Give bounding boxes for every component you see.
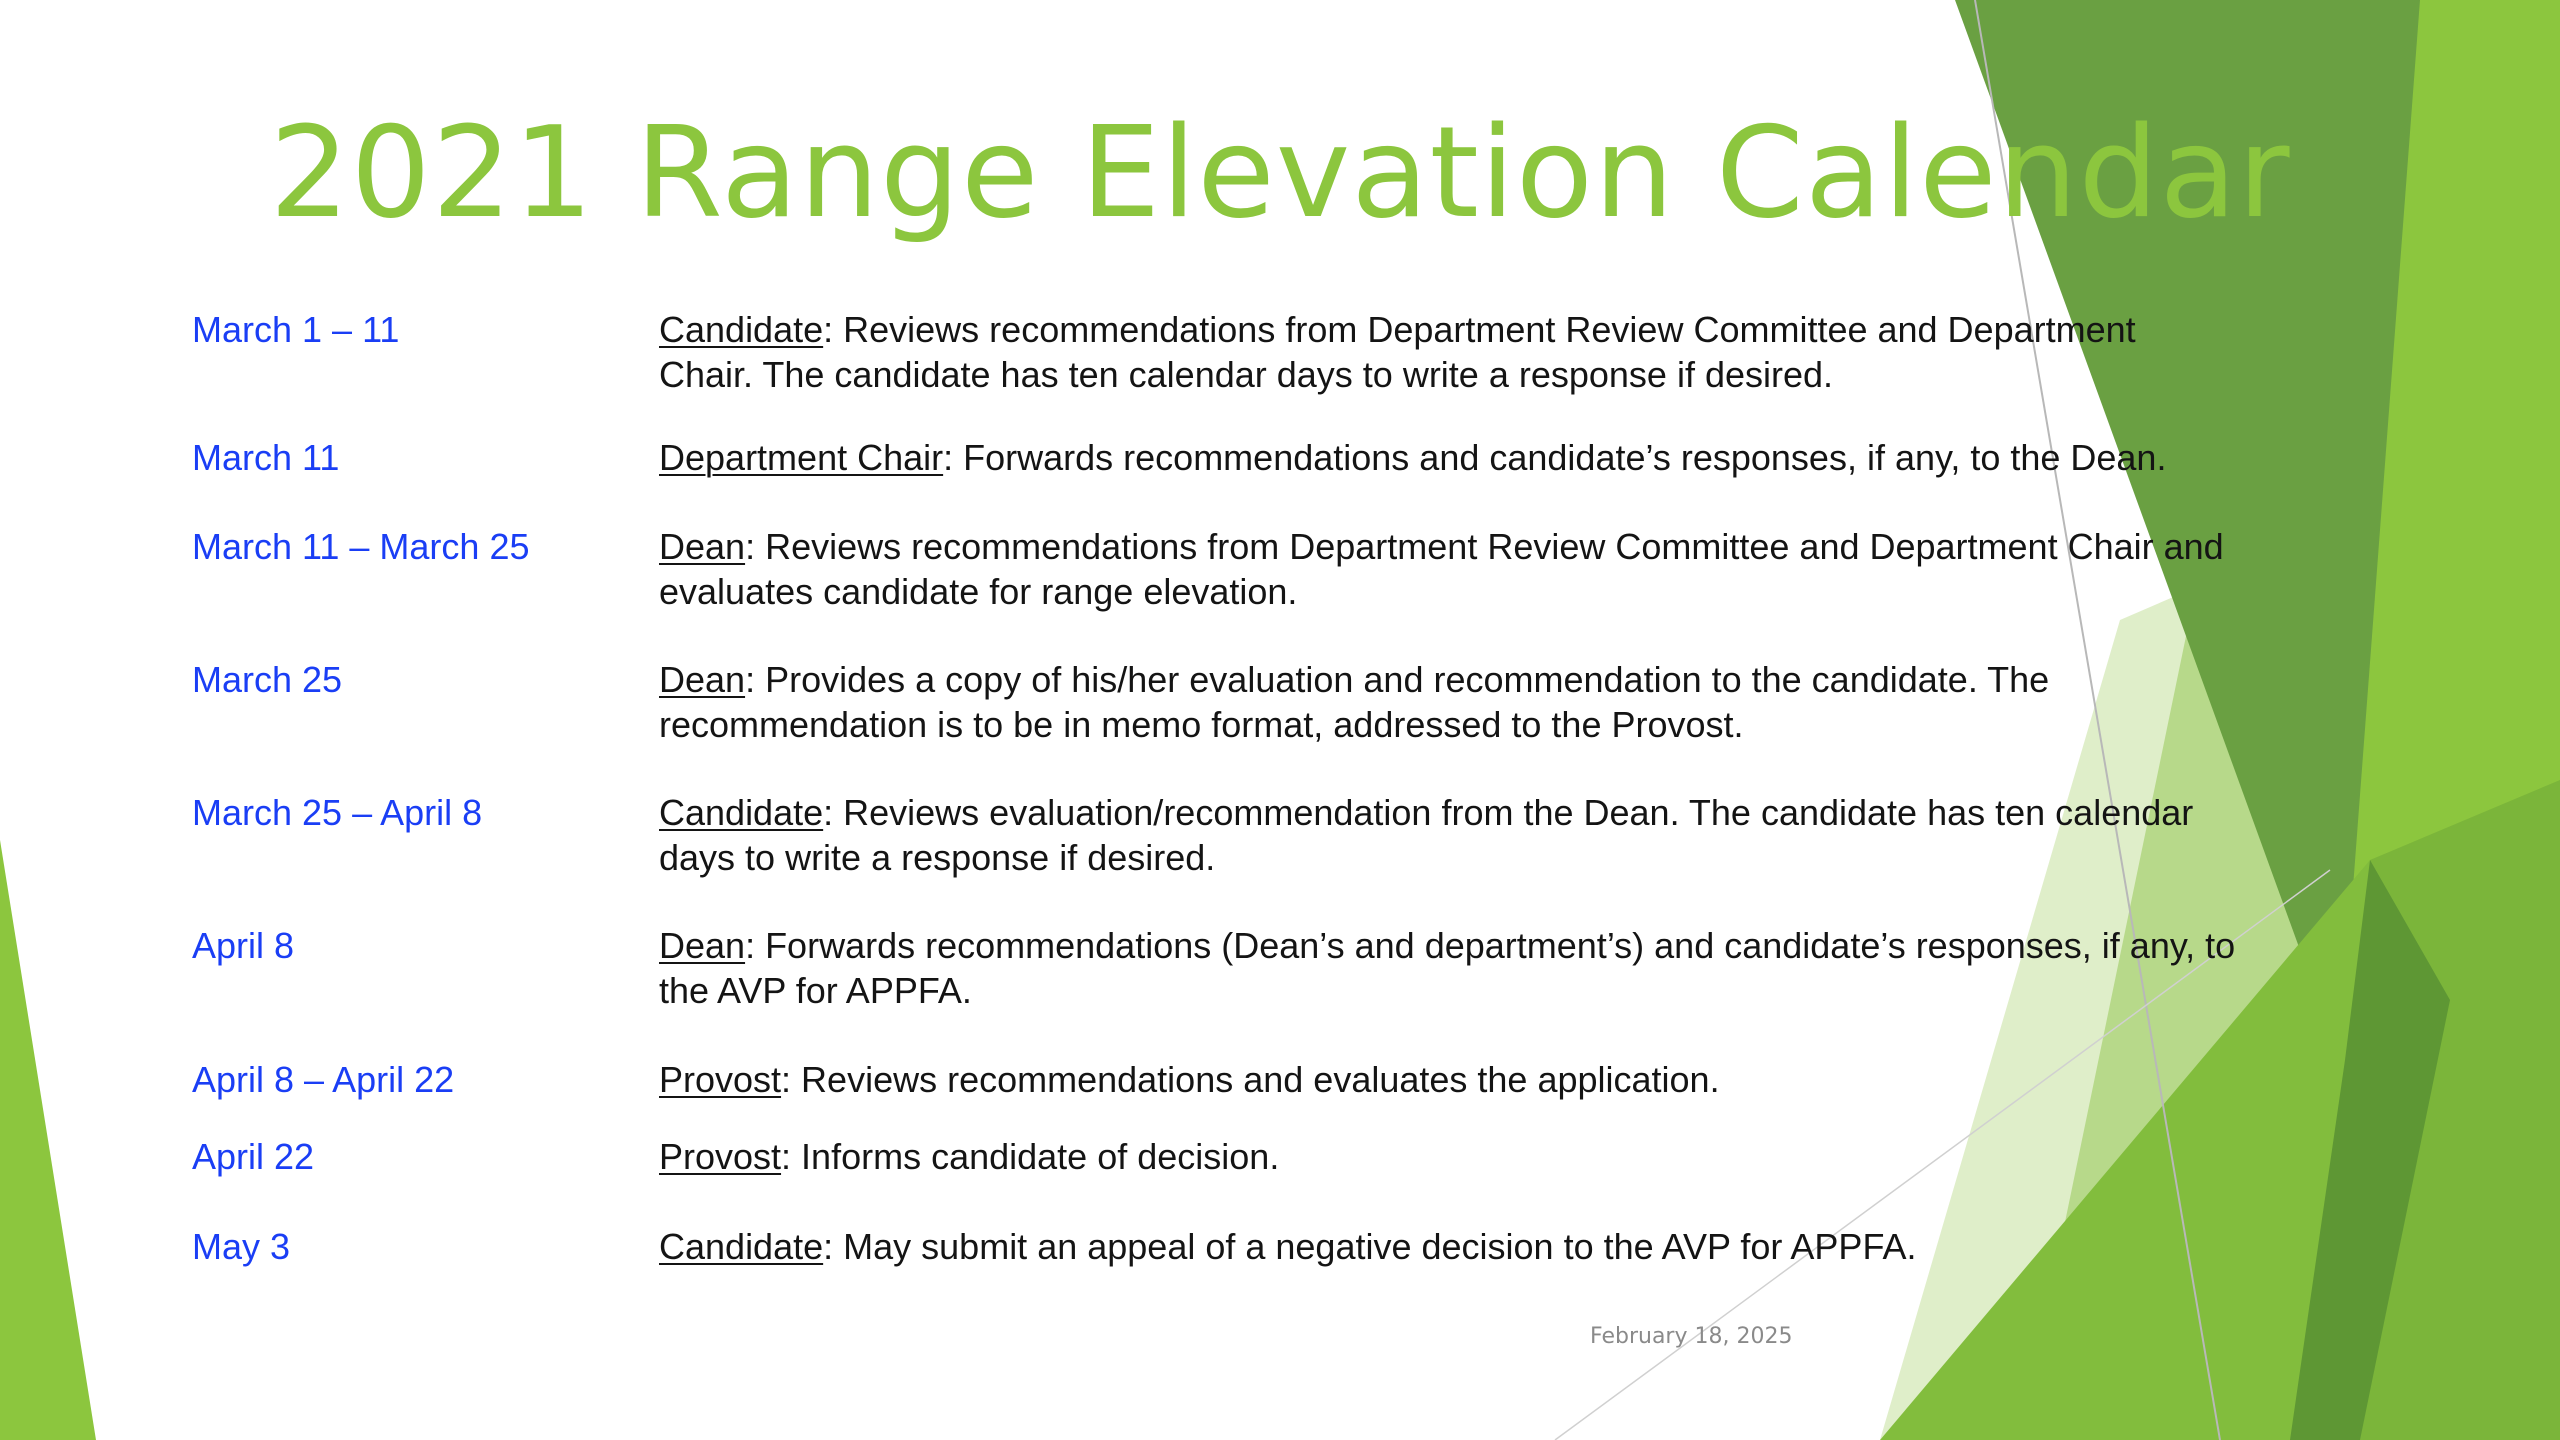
row-role: Dean <box>659 659 746 700</box>
row-date: May 3 <box>192 1226 291 1267</box>
row-date: April 8 <box>192 925 295 966</box>
row-text: : Reviews recommendations and evaluates the application. <box>781 1059 1720 1100</box>
row-text: : Reviews evaluation/recommendation from the Dean. The candidate has ten calendar days to write a response if desired. <box>659 792 2194 878</box>
row-role: Candidate <box>659 792 824 833</box>
row-role: Candidate <box>659 1226 824 1267</box>
row-description <box>659 307 2239 397</box>
slide-title: 2021 Range Elevation Calendar <box>269 99 2291 246</box>
row-text: : Reviews recommendations from Department Review Committee and Department Chair and evaluates candidate for range elevation. <box>659 526 2224 612</box>
row-description <box>659 1224 2239 1269</box>
row-date: March 11 <box>192 437 340 478</box>
row-description <box>659 923 2239 1013</box>
row-date: April 22 <box>192 1136 315 1177</box>
row-text: : Reviews recommendations from Department Review Committee and Department Chair. The candidate has ten calendar days to write a response if desired. <box>659 309 2136 395</box>
row-text: : Forwards recommendations (Dean’s and department’s) and candidate’s responses, if any, to the AVP for APPFA. <box>659 925 2236 1011</box>
row-role: Dean <box>659 925 746 966</box>
row-text: : Informs candidate of decision. <box>781 1136 1280 1177</box>
row-role: Provost <box>659 1059 782 1100</box>
row-role: Department Chair <box>659 437 944 478</box>
row-description <box>659 524 2239 614</box>
row-text: : May submit an appeal of a negative decision to the AVP for APPFA. <box>823 1226 1917 1267</box>
row-role: Candidate <box>659 309 824 350</box>
row-date: March 25 <box>192 659 343 700</box>
row-role: Provost <box>659 1136 782 1177</box>
row-text: : Forwards recommendations and candidate’s responses, if any, to the Dean. <box>943 437 2167 478</box>
row-description <box>659 790 2239 880</box>
row-description <box>659 1134 2239 1179</box>
row-role: Dean <box>659 526 746 567</box>
row-date: March 11 – March 25 <box>192 526 530 567</box>
row-text: : Provides a copy of his/her evaluation and recommendation to the candidate. The recommendation is to be in memo format, addressed to the Provost. <box>659 659 2050 745</box>
row-date: March 25 – April 8 <box>192 792 483 833</box>
row-date: March 1 – 11 <box>192 309 400 350</box>
row-date: April 8 – April 22 <box>192 1059 455 1100</box>
row-description <box>659 1057 2239 1102</box>
row-description <box>659 657 2239 747</box>
row-description <box>659 435 2239 480</box>
footer-date: February 18, 2025 <box>1590 1324 1793 1349</box>
